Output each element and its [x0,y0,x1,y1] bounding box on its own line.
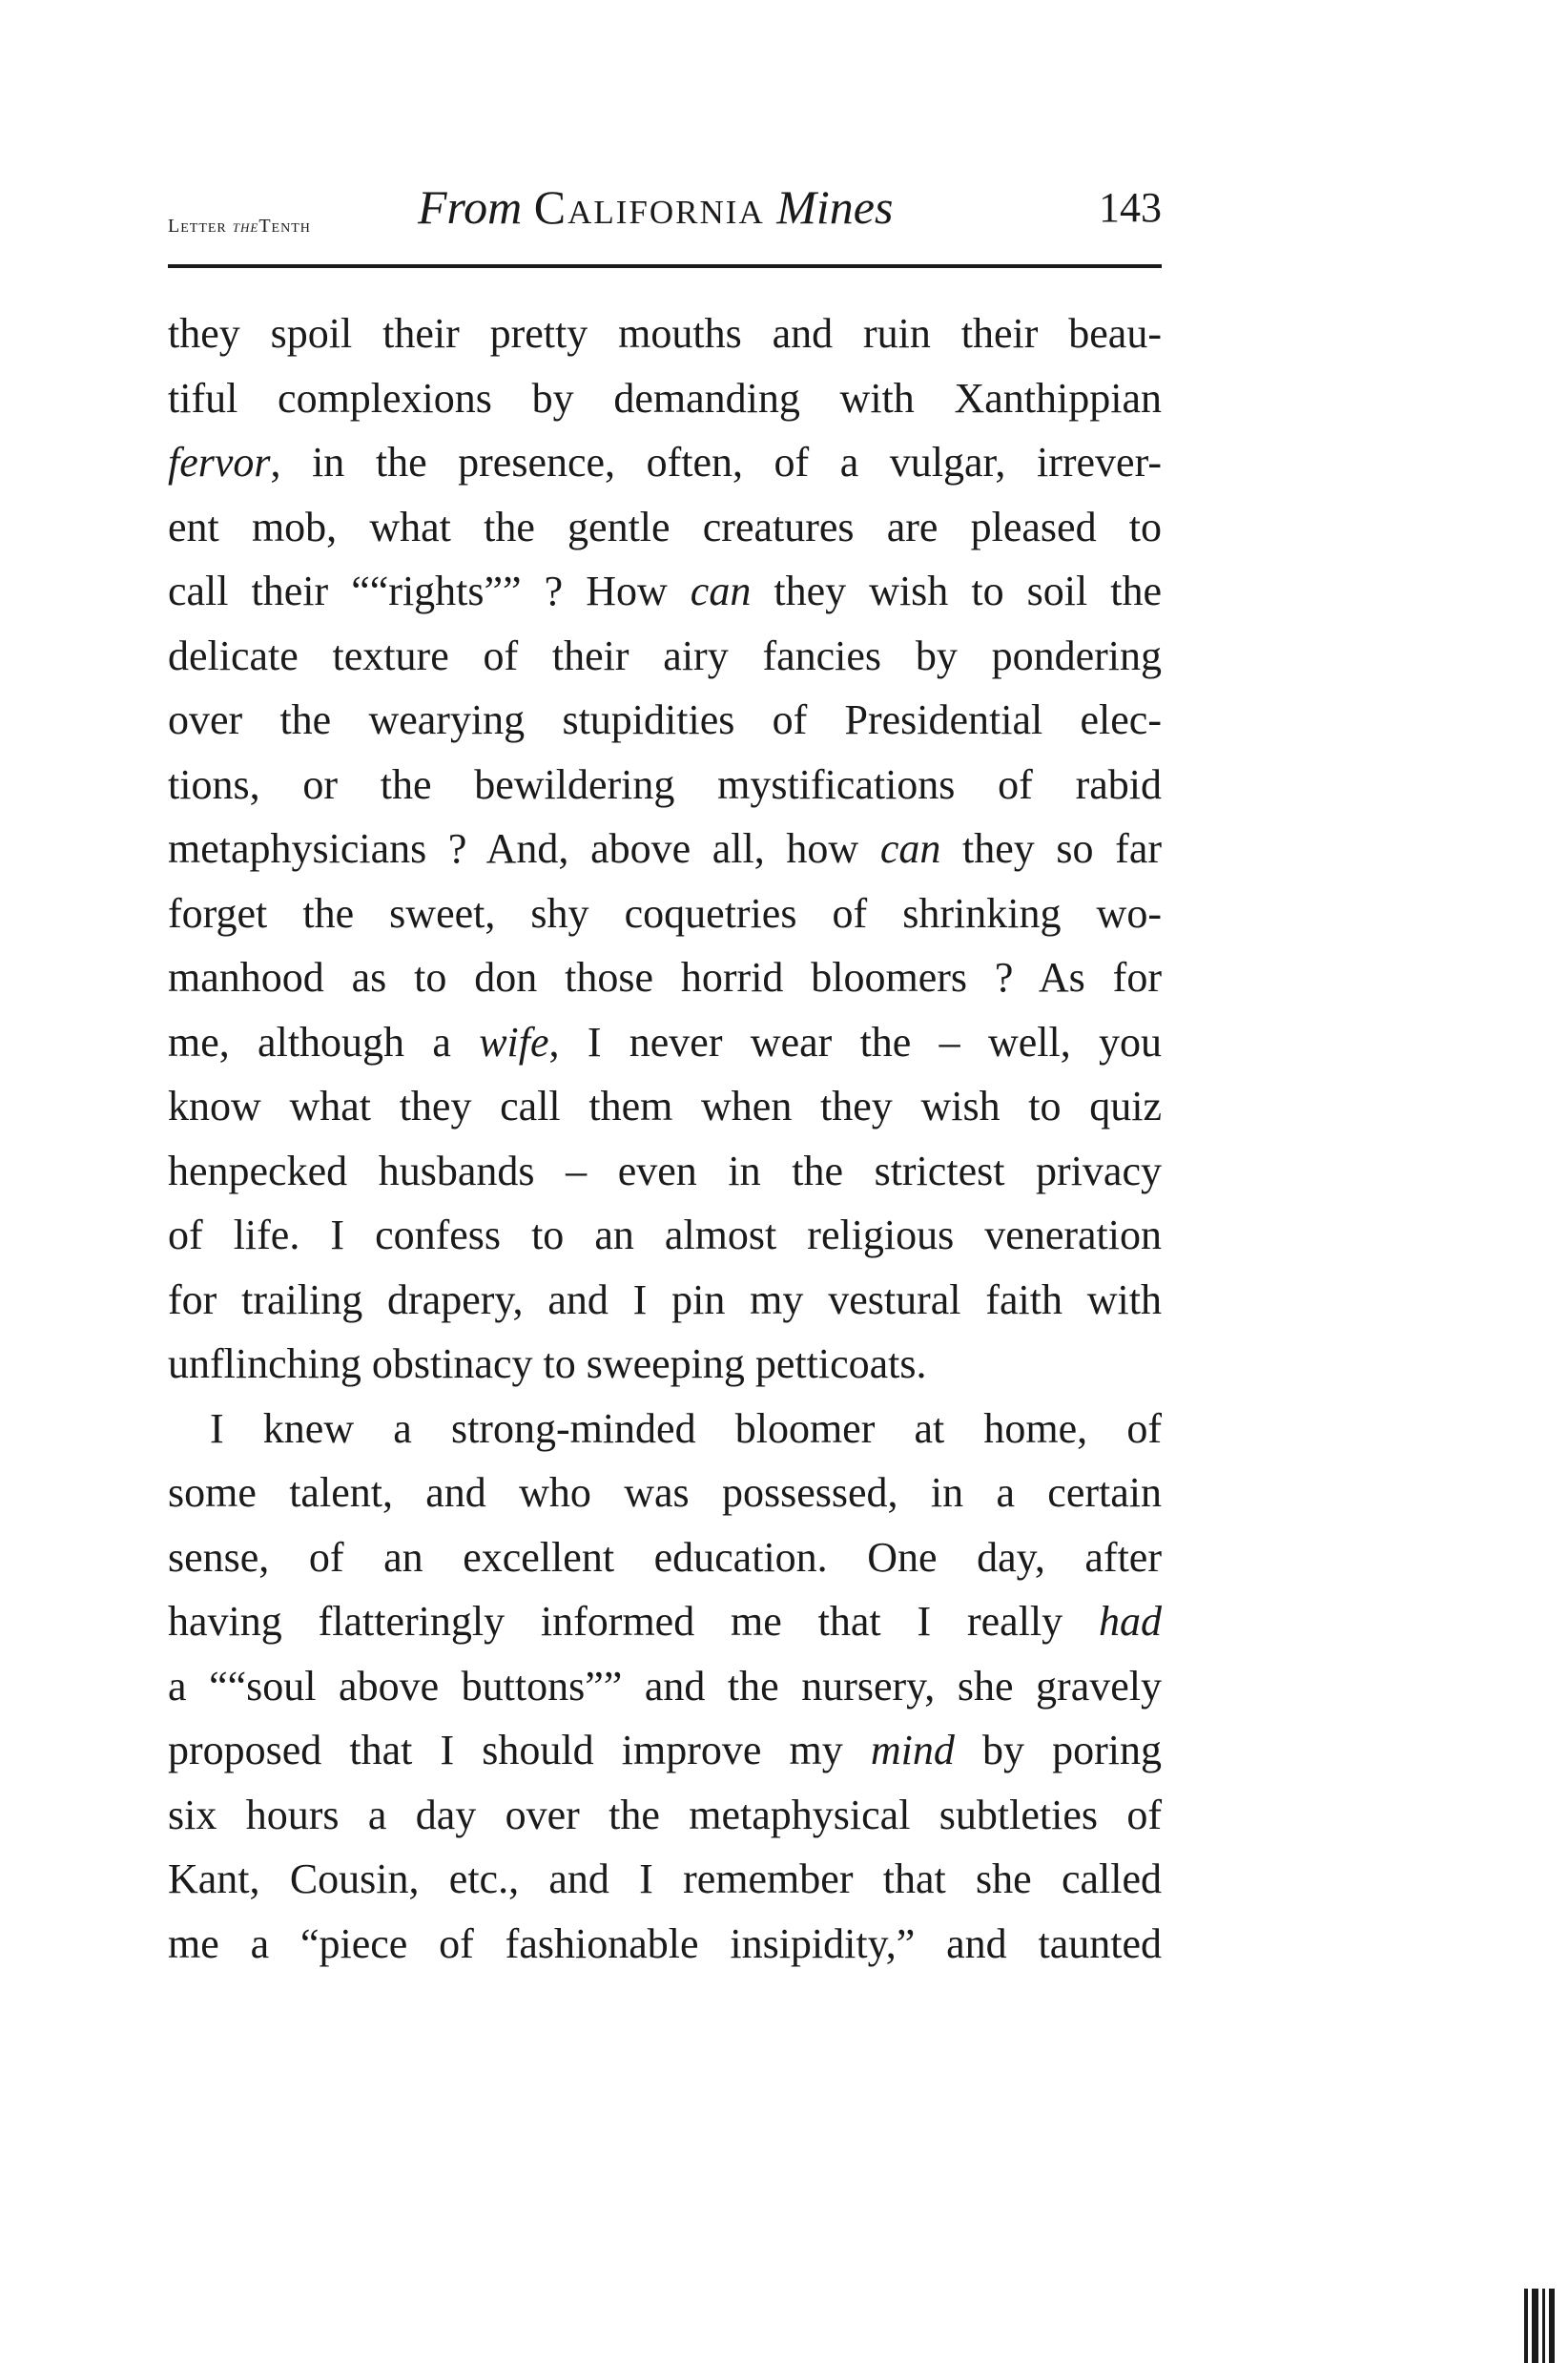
text-segment: metaphysicians ? And, above all, how [168,825,880,872]
text-line [168,1525,1162,1590]
text-segment: by poring [954,1727,1162,1773]
text-segment: Kant, Cousin, etc., and I remember that she called [168,1855,1162,1902]
text-segment: manhood as to don those horrid bloomers ? As for [168,954,1162,1001]
text-segment: over the wearying stupidities of Presidential elec- [168,696,1162,743]
text-segment: having flatteringly informed me that I really [168,1598,1099,1645]
text-segment: of life. I confess to an almost religious veneration [168,1212,1162,1258]
letter-prefix: Letter [168,216,227,237]
text-segment: call their ““rights”” ? How [168,568,691,614]
text-line [168,1074,1162,1139]
letter-ordinal: Tenth [258,216,311,237]
text-line [168,817,1162,881]
text-segment: , I never wear the – well, you [548,1018,1163,1066]
text-line [168,1783,1162,1848]
text-segment: tions, or the bewildering mystifications of rabid [168,760,1162,808]
text-line [168,1847,1162,1912]
text-line [168,495,1162,560]
text-segment: forget the sweet, shy coquetries of shrinking wo- [168,889,1162,937]
running-head [168,179,1162,256]
text-line [168,1268,1162,1333]
text-line [168,1718,1162,1783]
text-segment: , in the presence, often, of a vulgar, irrever- [270,439,1162,486]
italic-word: fervor [168,439,271,486]
body-text [168,301,1162,1976]
text-segment: proposed that I should improve my [168,1727,871,1773]
text-line [168,1010,1162,1075]
text-line [168,945,1162,1010]
text-segment: me, although a [168,1018,480,1066]
text-line [168,301,1162,366]
italic-word: had [1099,1598,1162,1645]
text-line [168,753,1162,818]
text-line [168,430,1162,495]
italic-word: mind [870,1727,955,1773]
text-segment: a ““soul above buttons”” and the nursery, she gravely [168,1662,1162,1710]
text-segment: me a “piece of fashionable insipidity,” and taunted [168,1919,1162,1967]
text-segment: six hours a day over the metaphysical subtleties of [168,1791,1162,1838]
title-from: From [418,180,523,234]
text-line [168,1332,1162,1397]
text-segment: they wish to soil the [751,568,1162,614]
italic-word: wife [479,1018,549,1066]
text-segment: sense, of an excellent education. One day, after [168,1533,1162,1581]
italic-word: can [879,825,941,872]
italic-word: can [690,568,752,614]
scan-edge-mark [1524,2289,1562,2363]
text-line [168,366,1162,431]
text-line [168,881,1162,946]
title-place: California [533,180,765,234]
text-line [168,1139,1162,1204]
text-line [168,1912,1162,1977]
page-number: 143 [1099,184,1162,231]
running-head-letter [168,216,311,238]
text-segment: they so far [940,825,1163,872]
text-segment: delicate texture of their airy fancies by pondering [168,632,1162,679]
text-line [168,1397,1162,1461]
text-line [168,1203,1162,1268]
letter-the: the [232,217,259,236]
text-line [168,688,1162,753]
header-rule [168,264,1162,268]
text-segment: ent mob, what the gentle creatures are pleased to [168,503,1162,550]
text-line [168,1654,1162,1719]
text-segment: henpecked husbands – even in the strictest privacy [168,1147,1162,1194]
text-segment: they spoil their pretty mouths and ruin their beau- [168,310,1162,357]
text-segment: I knew a strong-minded bloomer at home, of [210,1404,1162,1452]
text-line [168,559,1162,624]
text-segment: unflinching obstinacy to sweeping petticoats. [168,1340,927,1387]
running-head-title [418,179,893,235]
text-segment: tiful complexions by demanding with Xanthippian [168,374,1162,422]
text-segment: some talent, and who was possessed, in a certain [168,1469,1162,1516]
text-line [168,624,1162,689]
text-line [168,1589,1162,1654]
title-mines: Mines [776,180,894,234]
text-segment: know what they call them when they wish to quiz [168,1083,1162,1130]
text-segment: for trailing drapery, and I pin my vestural faith with [168,1275,1162,1323]
text-line [168,1461,1162,1525]
